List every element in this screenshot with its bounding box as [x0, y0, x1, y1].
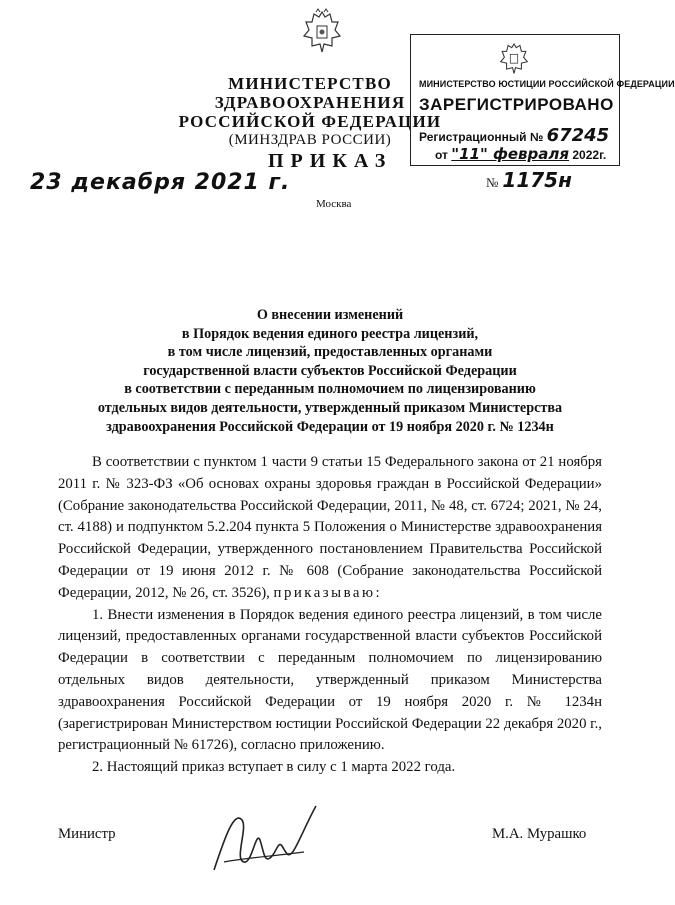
heading-line: в соответствии с переданным полномочием по лицензированию — [124, 381, 536, 398]
heading-line: О внесении изменений — [256, 307, 404, 323]
order-number — [486, 168, 572, 192]
handwritten-signature-icon — [204, 800, 324, 876]
heading-line: в Порядок ведения единого реестра лицензий, — [181, 325, 479, 342]
coat-of-arms-icon — [302, 8, 342, 54]
preamble-text: В соответствии с пунктом 1 части 9 статьи 15 Федерального закона от 21 ноября 2011 г. № 323-ФЗ «Об основах охраны здоровья граждан в Российской Федерации» (Собрание законодательства Российской Федерации, 2011, № 48, ст. 6724; 2021, № 24, ст. 4188) и подпунктом 5.2.204 пункта 5 Положения о Министерстве здравоохранения Российской Федерации, утвержденного постановлением Правительства Российской Федерации от 19 июня 2012 г. № 608 (Собрание законодательства Российской Федерации, 2012, № 26, ст. 3526), — [58, 454, 602, 601]
stamp-date-label: от — [435, 148, 448, 162]
order-word: приказываю: — [273, 584, 383, 601]
stamp-reg-number: 67245 — [546, 125, 610, 146]
item-1: 1. Внести изменения в Порядок ведения единого реестра лицензий, в том числе лицензий, предоставленных органами государственной власти субъектов Российской Федерации в соответствии с переданным полномочием по лицензированию отдельных видов деятельности, утвержденный приказом Министерства здравоохранения Российской Федерации от 19 ноября 2020 г. № 1234н (зарегистрирован Министерством юстиции Российской Федерации 22 декабря 2020 г., регистрационный № 61726), согласно приложению. — [58, 606, 602, 754]
registration-stamp — [410, 34, 675, 166]
heading-line: государственной власти субъектов Российской Федерации — [143, 362, 517, 379]
heading-line: здравоохранения Российской Федерации от 19 ноября 2020 г. № 1234н — [106, 418, 554, 435]
stamp-ministry: МИНИСТЕРСТВО ЮСТИЦИИ РОССИЙСКОЙ ФЕДЕРАЦИИ — [419, 79, 675, 89]
stamp-emblem-icon — [499, 41, 529, 75]
signatory-position: Министр — [58, 826, 116, 842]
order-number-label: № — [486, 175, 499, 190]
stamp-date-handwritten: "11" февраля — [451, 145, 570, 163]
heading-line: отдельных видов деятельности, утвержденный приказом Министерства — [97, 399, 563, 416]
ministry-name-line1: МИНИСТЕРСТВО ЗДРАВООХРАНЕНИЯ — [214, 74, 406, 112]
ministry-name-line2: РОССИЙСКОЙ ФЕДЕРАЦИИ — [178, 112, 442, 131]
document-body — [58, 452, 602, 779]
signatory-name: М.А. Мурашко — [492, 826, 587, 842]
order-number-value: 1175н — [502, 168, 572, 192]
order-city: Москва — [316, 198, 352, 210]
order-date: 23 декабря 2021 г. — [30, 170, 291, 195]
item-2: 2. Настоящий приказ вступает в силу с 1 марта 2022 года. — [92, 759, 456, 776]
order-title: ПРИКАЗ — [268, 150, 393, 172]
heading-line: в том числе лицензий, предоставленных органами — [167, 344, 493, 361]
stamp-status: ЗАРЕГИСТРИРОВАНО — [419, 95, 614, 114]
stamp-reg-label: Регистрационный № — [419, 130, 544, 144]
document-heading — [64, 306, 596, 436]
ministry-short-name: (МИНЗДРАВ РОССИИ) — [228, 132, 392, 148]
stamp-date-row — [435, 145, 606, 163]
preamble-paragraph — [58, 452, 602, 605]
stamp-year: 2022г. — [572, 148, 607, 162]
stamp-reg-row — [419, 125, 609, 146]
